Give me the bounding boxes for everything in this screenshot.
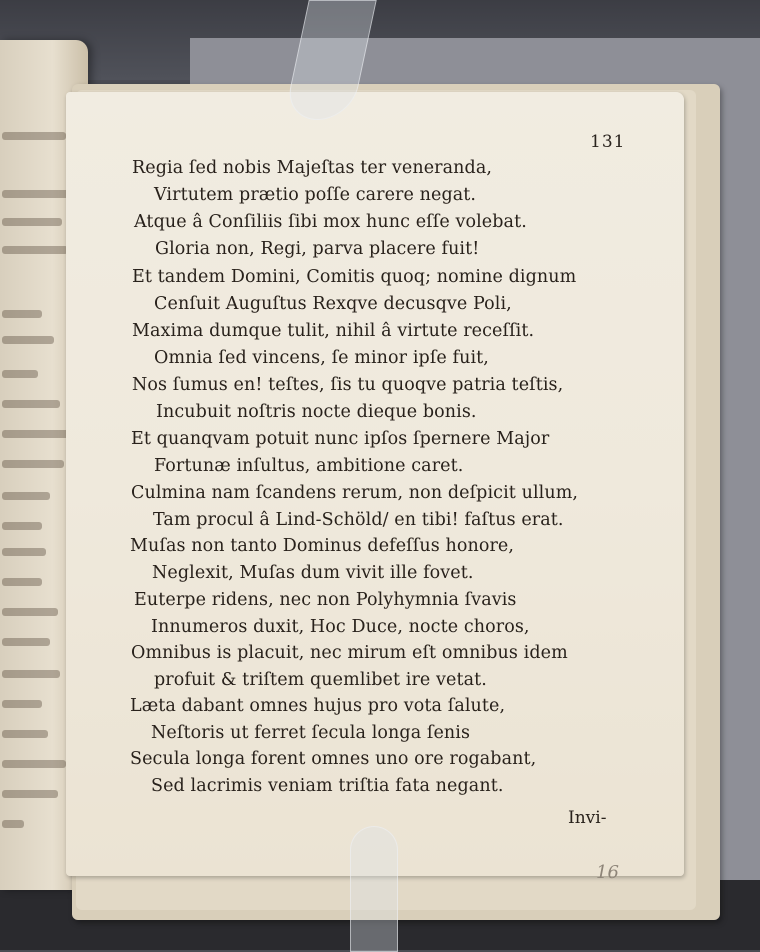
verse-line: Neglexit, Muſas dum vivit ille fovet.: [152, 563, 474, 583]
verse-line: Et quanqvam potuit nunc ipſos ſpernere Major: [131, 429, 550, 449]
pencil-note: 16: [596, 862, 619, 883]
verse-line: Incubuit noſtris nocte dieque bonis.: [156, 402, 477, 422]
verse-line: Atque â Conſiliis ſibi mox hunc eſſe volebat.: [134, 212, 527, 232]
verse-line: Cenſuit Auguſtus Rexqve decusqve Poli,: [154, 294, 512, 314]
verse-line: Culmina nam ſcandens rerum, non deſpicit ullum,: [131, 483, 579, 503]
verse-line: Et tandem Domini, Comitis quoq; nomine dignum: [132, 267, 577, 287]
verse-line: profuit & triſtem quemlibet ire vetat.: [154, 670, 487, 690]
verse-line: Fortunæ inſultus, ambitione caret.: [154, 456, 464, 476]
verse-line: Euterpe ridens, nec non Polyhymnia ſvavis: [134, 590, 517, 610]
verse-line: Gloria non, Regi, parva placere fuit!: [155, 239, 480, 259]
verse-line: Nos ſumus en! teſtes, ſis tu quoqve patria teſtis,: [132, 375, 564, 395]
page-number: 131: [590, 132, 626, 152]
verse-line: Virtutem prætio poſſe carere negat.: [154, 185, 477, 205]
verse-line: Omnia ſed vincens, ſe minor ipſe fuit,: [154, 348, 489, 368]
verse-line: Muſas non tanto Dominus defeſſus honore,: [130, 536, 515, 556]
verse-line: Læta dabant omnes hujus pro vota ſalute,: [130, 696, 506, 716]
verse-line: Maxima dumque tulit, nihil â virtute receſſit.: [132, 321, 535, 341]
verse-line: Neſtoris ut ferret ſecula longa ſenis: [151, 723, 471, 743]
verse-line: Omnibus is placuit, nec mirum eſt omnibus idem: [131, 643, 568, 663]
verse-line: Tam procul â Lind-Schöld/ en tibi! faſtus erat.: [153, 510, 564, 530]
catchword: Invi-: [568, 808, 607, 828]
verse-line: Regia ſed nobis Majeſtas ter veneranda,: [132, 158, 493, 178]
verse-line: Secula longa forent omnes uno ore rogabant,: [130, 749, 537, 769]
clip-bottom: [350, 826, 398, 952]
verse-line: Innumeros duxit, Hoc Duce, nocte choros,: [151, 617, 530, 637]
verse-line: Sed lacrimis veniam triſtia fata negant.: [151, 776, 504, 796]
